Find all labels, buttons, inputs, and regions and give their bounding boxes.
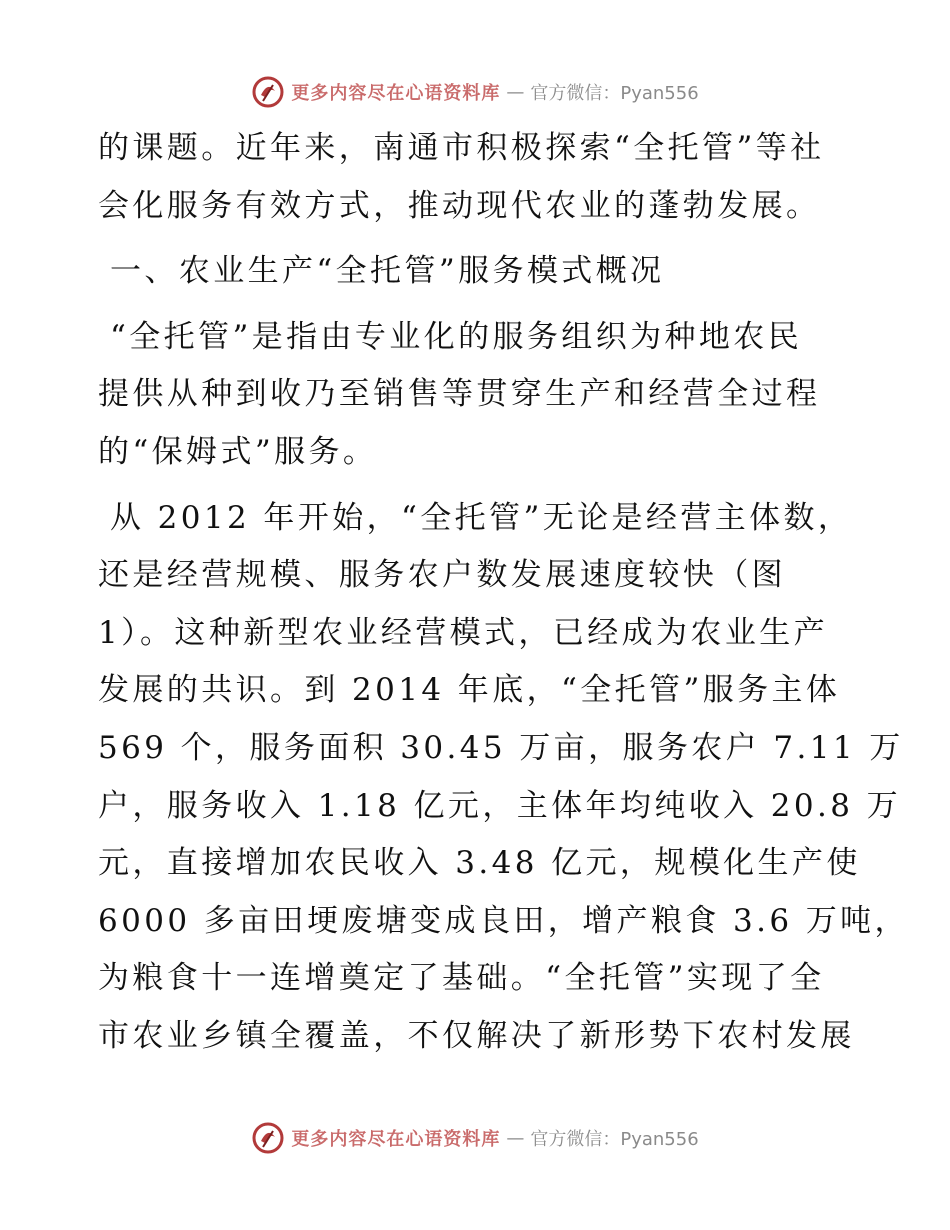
watermark-main-text: 更多内容尽在心语资料库 xyxy=(291,1129,501,1150)
text-line: 还是经营规模、服务农户数发展速度较快（图 xyxy=(98,557,786,594)
watermark xyxy=(251,75,698,109)
text-line: 从 2012 年开始，“全托管”无论是经营主体数， xyxy=(110,499,853,536)
watermark-account-text: 官方微信：Pyan556 xyxy=(530,1129,699,1150)
heading-line: 一、农业生产“全托管”服务模式概况 xyxy=(110,253,665,290)
header-watermark xyxy=(0,72,950,112)
text-line: 元，直接增加农民收入 3.48 亿元，规模化生产使 xyxy=(98,845,861,882)
swirl-logo-icon xyxy=(251,1121,285,1155)
watermark xyxy=(251,1121,698,1155)
watermark-main-text: 更多内容尽在心语资料库 xyxy=(291,83,501,104)
paragraph xyxy=(98,490,909,1066)
watermark-dash: — xyxy=(506,1127,525,1149)
text-line: 6000 多亩田埂废塘变成良田，增产粮食 3.6 万吨， xyxy=(98,902,909,939)
text-line: 1）。这种新型农业经营模式，已经成为农业生产 xyxy=(98,614,829,651)
text-line: 户，服务收入 1.18 亿元，主体年均纯收入 20.8 万 xyxy=(98,787,902,824)
text-line: 的课题。近年来，南通市积极探索“全托管”等社 xyxy=(98,130,825,166)
text-line: “全托管”是指由专业化的服务组织为种地农民 xyxy=(110,318,803,355)
section-heading xyxy=(98,243,858,301)
paragraph xyxy=(98,120,858,235)
document-body xyxy=(98,120,909,1066)
text-line: 为粮食十一连增奠定了基础。“全托管”实现了全 xyxy=(98,960,825,997)
text-line: 市农业乡镇全覆盖，不仅解决了新形势下农村发展 xyxy=(98,1017,855,1054)
swirl-logo-icon xyxy=(251,75,285,109)
footer-watermark xyxy=(0,1118,950,1158)
text-line: 569 个，服务面积 30.45 万亩，服务农户 7.11 万 xyxy=(98,729,904,766)
watermark-dash: — xyxy=(506,81,525,103)
text-line: 的“保姆式”服务。 xyxy=(98,433,378,470)
watermark-account-text: 官方微信：Pyan556 xyxy=(530,83,699,104)
text-line: 发展的共识。到 2014 年底，“全托管”服务主体 xyxy=(98,672,841,709)
text-line: 会化服务有效方式，推动现代农业的蓬勃发展。 xyxy=(98,187,821,224)
text-line: 提供从种到收乃至销售等贯穿生产和经营全过程 xyxy=(98,376,821,413)
paragraph xyxy=(98,309,858,482)
